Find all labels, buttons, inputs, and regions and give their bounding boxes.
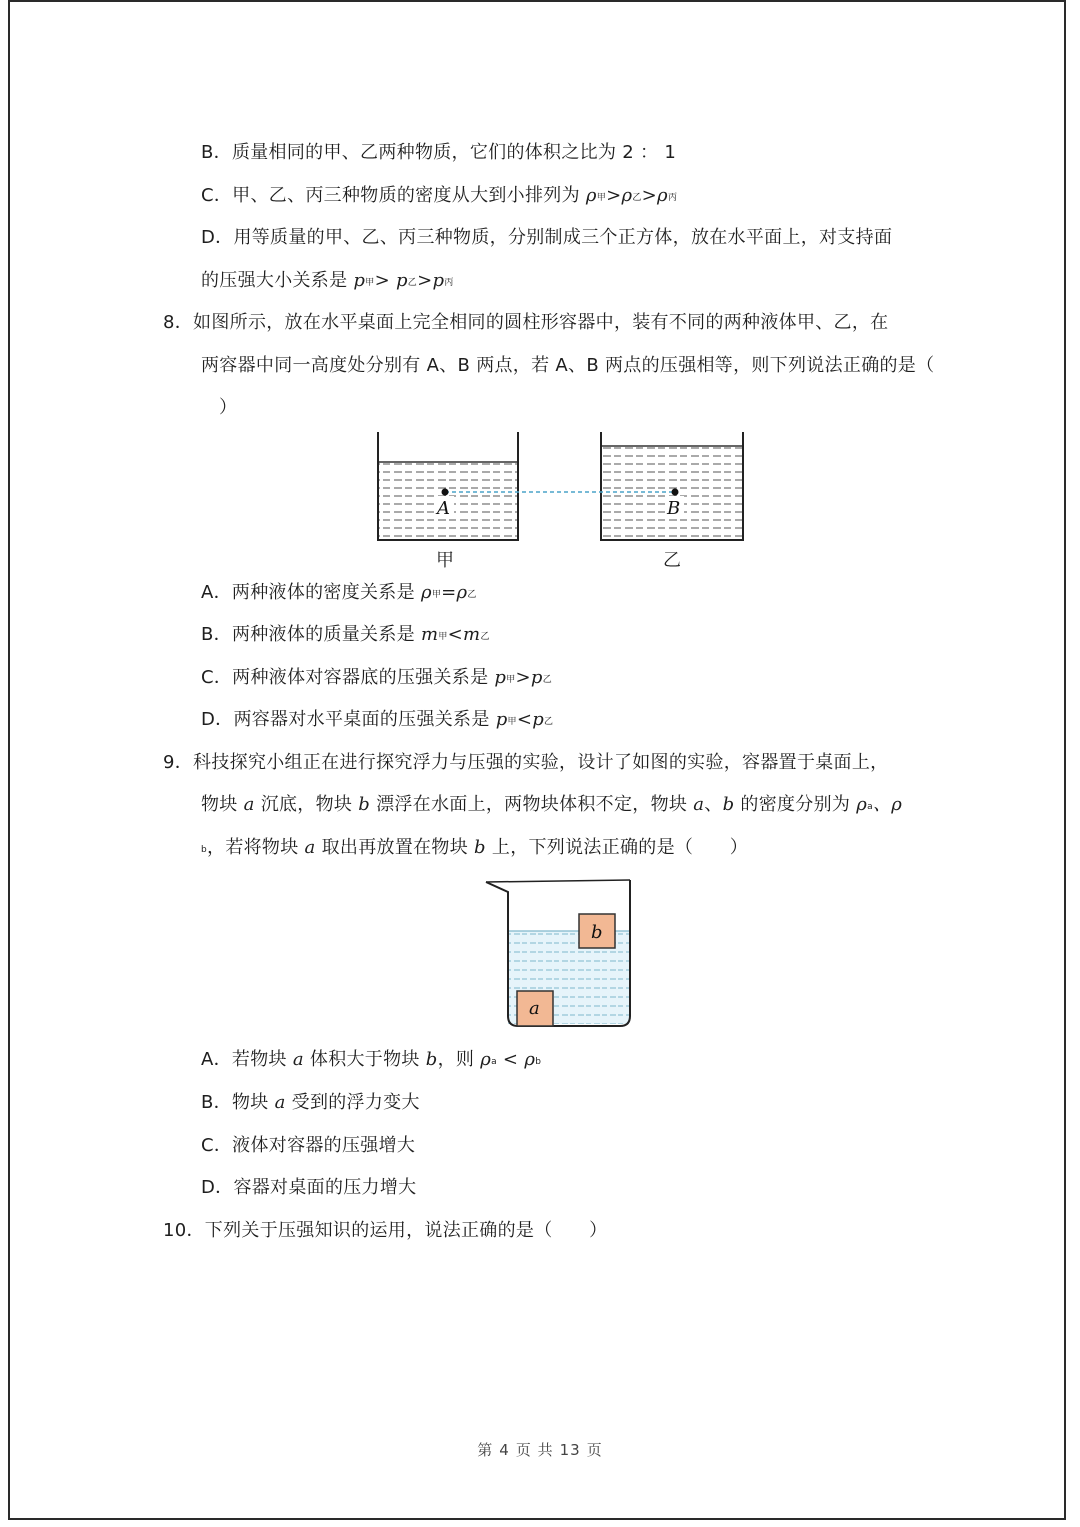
text: 取出再放置在物块: [315, 837, 475, 858]
q8-option-c: [201, 666, 552, 693]
footer-total-pages: 13: [559, 1441, 581, 1459]
text: 漂浮在水面上，两物块体积不定，物块: [370, 794, 694, 815]
expr-subscript: 甲: [438, 632, 448, 642]
q9-option-a: [201, 1048, 541, 1075]
q9-beaker-figure: [480, 876, 640, 1031]
text: A．若物块: [201, 1049, 293, 1070]
expr-symbol: >p: [417, 270, 445, 291]
point-b-label: B: [667, 498, 681, 519]
expr-subscript: 乙: [544, 717, 554, 727]
expr-symbol: <p: [516, 709, 545, 730]
expr-subscript: 甲: [506, 675, 516, 685]
point-a-dot: [442, 489, 449, 496]
q8-option-b-text: B．两种液体的质量关系是: [201, 624, 421, 645]
var-a: a: [304, 837, 316, 858]
text: ，则: [437, 1049, 481, 1070]
expr-subscript: 乙: [542, 675, 553, 685]
var-b: b: [722, 794, 735, 815]
var-a: a: [292, 1049, 304, 1070]
q9-stem-line2: [201, 793, 902, 820]
q10-stem: 10．下列关于压强知识的运用，说法正确的是（ ）: [163, 1220, 608, 1241]
q9-stem-line3: [201, 836, 748, 863]
container-yi: [601, 432, 743, 540]
footer-page-number: 4: [499, 1441, 510, 1459]
point-b-dot: [672, 489, 679, 496]
expr-subscript: 甲: [507, 717, 517, 727]
text: B．物块: [201, 1092, 275, 1113]
footer-prefix: 第: [477, 1441, 494, 1459]
q8-stem-line1: 8．如图所示，放在水平桌面上完全相同的圆柱形容器中，装有不同的两种液体甲、乙，在: [163, 312, 889, 333]
expr-symbol: 、ρ: [872, 794, 903, 815]
var-b: b: [425, 1049, 438, 1070]
text: 的密度分别为: [734, 794, 857, 815]
q9-option-c: C．液体对容器的压强增大: [201, 1135, 416, 1156]
q8-option-c-text: C．两种液体对容器底的压强关系是: [201, 667, 495, 688]
text: 沉底，物块: [254, 794, 359, 815]
footer-mid: 页 共: [515, 1441, 554, 1459]
var-a: a: [243, 794, 255, 815]
expr-subscript: 甲: [431, 590, 442, 600]
q8-option-d: [201, 708, 553, 735]
block-b-label: b: [591, 922, 603, 943]
container-label-yi: 乙: [663, 550, 681, 571]
q8-option-b: [201, 623, 490, 650]
var-b: b: [358, 794, 371, 815]
q8-stem-line3: ）: [219, 397, 238, 418]
expr-subscript: 甲: [596, 193, 607, 203]
text: 体积大于物块: [303, 1049, 426, 1070]
block-a-label: a: [529, 998, 540, 1019]
container-label-jia: 甲: [436, 550, 454, 571]
expr-subscript: 乙: [632, 193, 642, 203]
expr-subscript: a: [491, 1057, 497, 1067]
q7-option-c: [201, 184, 677, 211]
q9-stem-line1: 9．科技探究小组正在进行探究浮力与压强的实验，设计了如图的实验，容器置于桌面上，: [163, 752, 889, 773]
q8-option-a: [201, 581, 477, 608]
q7-option-d-text: 的压强大小关系是: [201, 270, 354, 291]
expr-symbol: >ρ: [606, 185, 633, 206]
expr-subscript: 甲: [365, 278, 375, 288]
text: ，若将物块: [207, 837, 305, 858]
q9-option-d: D．容器对桌面的压力增大: [201, 1177, 417, 1198]
expr-subscript: b: [535, 1057, 542, 1067]
text: 物块: [201, 794, 244, 815]
q8-stem-line2: 两容器中同一高度处分别有 A、B 两点，若 A、B 两点的压强相等，则下列说法正确的是（: [201, 355, 935, 376]
q9-option-b: [201, 1091, 420, 1115]
expr-symbol: p: [495, 709, 508, 730]
var-a: a: [274, 1092, 286, 1113]
text: 、: [704, 794, 723, 815]
expr-symbol: m: [420, 624, 439, 645]
expr-symbol: p: [494, 667, 507, 688]
expr-subscript: 丙: [444, 278, 454, 288]
expr-symbol: p: [353, 270, 366, 291]
q7-option-c-text: C．甲、乙、丙三种物质的密度从大到小排列为: [201, 185, 586, 206]
text: 受到的浮力变大: [285, 1092, 420, 1113]
expr-symbol: ρ: [585, 185, 597, 206]
var-a: a: [693, 794, 705, 815]
container-jia: [378, 432, 518, 540]
expr-symbol: > p: [374, 270, 408, 291]
expr-subscript: 丙: [667, 193, 678, 203]
point-a-label: A: [437, 498, 450, 519]
q7-option-b: B．质量相同的甲、乙两种物质，它们的体积之比为 2 ： 1: [201, 142, 677, 163]
q8-option-a-text: A．两种液体的密度关系是: [201, 582, 421, 603]
expr-symbol: <m: [447, 624, 481, 645]
expr-symbol: >p: [515, 667, 543, 688]
var-b: b: [474, 837, 486, 858]
expr-symbol: ρ: [480, 1049, 492, 1070]
q7-option-d-line1: D．用等质量的甲、乙、丙三种物质，分别制成三个正方体，放在水平面上，对支持面: [201, 227, 893, 248]
text: 上，下列说法正确的是（ ）: [485, 837, 749, 858]
q8-option-d-text: D．两容器对水平桌面的压强关系是: [201, 709, 496, 730]
expr-subscript: 乙: [467, 590, 477, 600]
expr-symbol: < ρ: [496, 1049, 536, 1070]
expr-symbol: >ρ: [641, 185, 668, 206]
expr-symbol: ρ: [420, 582, 432, 603]
expr-subscript: 乙: [480, 632, 490, 642]
expr-symbol: =ρ: [441, 582, 468, 603]
footer-suffix: 页: [586, 1441, 603, 1459]
expr-subscript: a: [867, 802, 873, 812]
q7-option-d-line2: [201, 269, 454, 296]
expr-subscript: b: [201, 845, 208, 855]
expr-subscript: 乙: [407, 278, 418, 288]
q8-containers-figure: [370, 428, 755, 573]
page-footer: [0, 1439, 1080, 1460]
expr-symbol: ρ: [856, 794, 868, 815]
beaker-rim: [486, 880, 630, 882]
